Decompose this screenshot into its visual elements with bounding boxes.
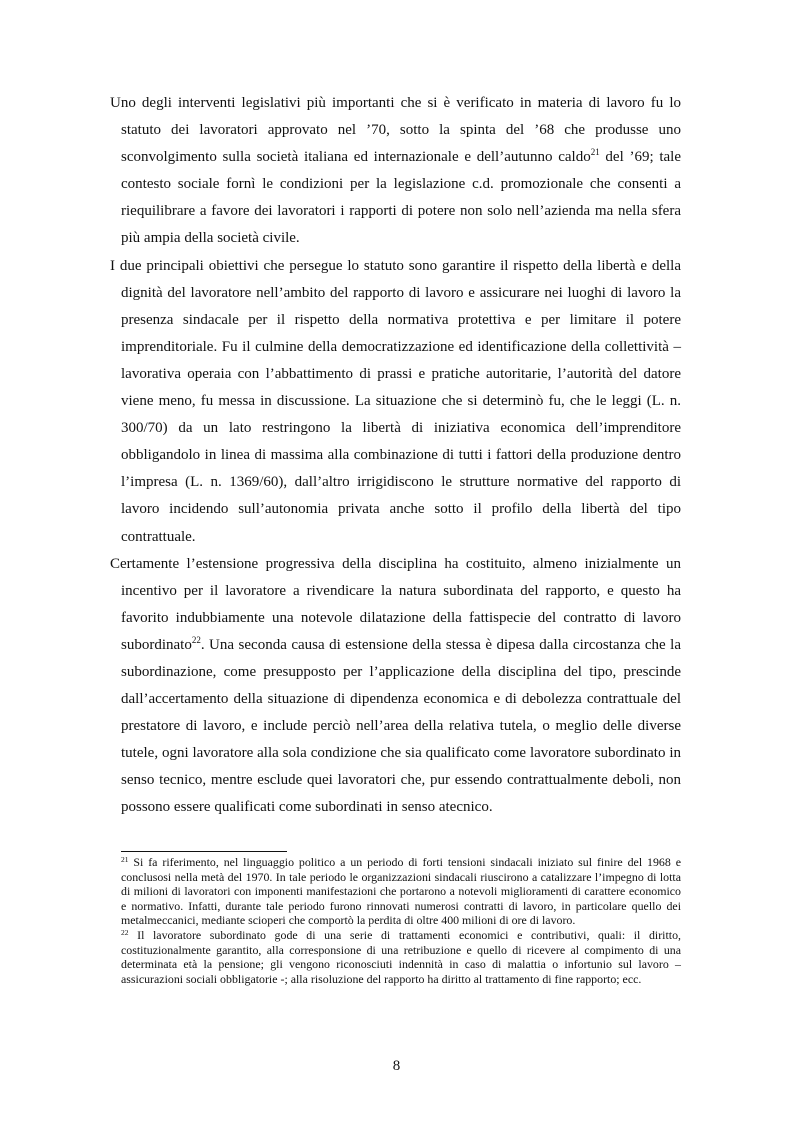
footnote-22	[121, 928, 681, 986]
footnote-21	[121, 855, 681, 928]
footnote-ref-22[interactable]: 22	[191, 634, 201, 645]
footnote-separator	[121, 851, 287, 852]
footnotes	[121, 855, 681, 986]
paragraph-3-text-a: Certamente l’estensione progressiva della disciplina ha costituito, almeno inizialmente un incentivo per il lavoratore a rivendicare la natura subordinata del rapporto, e questo ha favorito indubbiamente una notevole dilatazione della fattispecie del contratto di lavoro subordinato	[110, 555, 681, 653]
footnote-21-text: Si fa riferimento, nel linguaggio politico a un periodo di forti tensioni sindacali iniziato sul finire del 1968 e conclusosi nella metà del 1970. In tale periodo le organizzazioni sindacali riuscirono a catalizzare l’impegno di lotta di milioni di lavoratori con imponenti manifestazioni che portarono a notevoli miglioramenti di carattere economico e normativo. Infatti, durante tale periodo furono rinnovati numerosi contratti di lavoro, in particolare quello dei metalmeccanici, mediante scioperi che comportò la perdita di oltre 400 milioni di ore di lavoro.	[121, 855, 681, 928]
paragraph-3-text-b: . Una seconda causa di estensione della stessa è dipesa dalla circostanza che la subordinazione, come presupposto per l’applicazione della disciplina del tipo, prescinde dall’accertamento della situazione di dipendenza economica e di debolezza contrattuale del prestatore di lavoro, e include perciò nell’area della relativa tutela, o meglio delle diverse tutele, ogni lavoratore alla sola condizione che sia qualificato come lavoratore subordinato in senso tecnico, mentre esclude quei lavoratori che, pur essendo contrattualmente deboli, non possono essere qualificati come subordinati in senso atecnico.	[121, 636, 681, 816]
paragraph-2	[110, 253, 681, 551]
footnote-22-text: Il lavoratore subordinato gode di una serie di trattamenti economici e contributivi, quali: il diritto, costituzionalmente garantito, alla corresponsione di una retribuzione e quello di ricevere al compimento di una determinata età la pensione; gli vengono riconosciuti indennità in caso di malattia o infortunio sul lavoro – assicurazioni sociali obbligatorie -; alla risoluzione del rapporto ha diritto al trattamento di fine rapporto; ecc.	[121, 927, 681, 986]
body-text	[110, 90, 681, 822]
paragraph-1-text-a: Uno degli interventi legislativi più importanti che si è verificato in materia di lavoro fu lo statuto dei lavoratori approvato nel ’70, sotto la spinta del ’68 che produsse uno sconvolgimento sulla società italiana ed internazionale e dell’autunno caldo	[110, 95, 681, 166]
footnote-number-22: 22	[121, 927, 129, 937]
paragraph-2-text: I due principali obiettivi che persegue lo statuto sono garantire il rispetto della libertà e della dignità del lavoratore nell’ambito del rapporto di lavoro e assicurare nei luoghi di lavoro la presenza sindacale per il rispetto della normativa protettiva e per limitare il potere imprenditoriale. Fu il culmine della democratizzazione ed identificazione della collettività – lavorativa operaia con l’abbattimento di prassi e pratiche autoritarie, l’autorità del datore viene meno, fu messa in discussione. La situazione che si determinò fu, che le leggi (L. n. 300/70) da un lato restringono la libertà di iniziativa economica dell’imprenditore obbligandolo in linea di massima alla combinazione di tutti i fattori della produzione dentro l’impresa (L. n. 1369/60), dall’altro irrigidiscono le strutture normative del rapporto di lavoro incidendo sull’autonomia privata anche sotto il profilo della libertà del tipo contrattuale.	[110, 257, 681, 545]
footnote-number-21: 21	[121, 855, 129, 864]
paragraph-1-text-b: del ’69; tale contesto sociale fornì le condizioni per la legislazione c.d. promozionale che consenti a riequilibrare a favore dei lavoratori i rapporti di potere non solo nell’azienda ma nella sfera più ampia della società civile.	[121, 149, 681, 247]
page-number: 8	[392, 1058, 401, 1074]
paragraph-1	[110, 90, 681, 253]
paragraph-3	[110, 551, 681, 822]
footnote-ref-21[interactable]: 21	[590, 147, 600, 158]
